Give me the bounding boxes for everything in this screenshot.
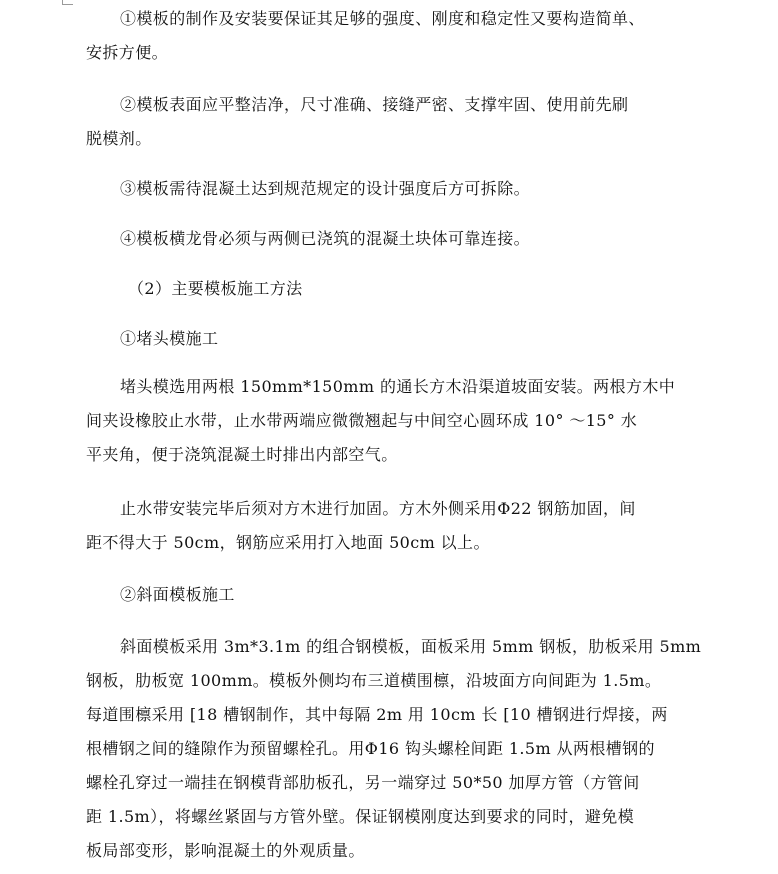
paragraph-requirement-2 [0, 88, 778, 156]
text-line: 脱模剂。 [86, 129, 152, 148]
section-heading [0, 272, 778, 306]
text-line: 螺栓孔穿过一端挂在钢模背部肋板孔，另一端穿过 50*50 加厚方管（方管间 [86, 773, 640, 792]
text-line: ③模板需待混凝土达到规范规定的设计强度后方可拆除。 [120, 179, 531, 198]
paragraph-slope-form [0, 630, 778, 868]
paragraph-requirement-1 [0, 2, 778, 70]
subheading-text: ①堵头模施工 [120, 329, 219, 348]
subheading-end-form [0, 322, 778, 356]
text-line: 板局部变形，影响混凝土的外观质量。 [86, 841, 365, 860]
heading-text: （2）主要模板施工方法 [128, 279, 303, 298]
paragraph-requirement-3 [0, 172, 778, 206]
text-line: 每道围檩采用 [18 槽钢制作，其中每隔 2m 用 10cm 长 [10 槽钢进行焊接，两 [86, 705, 668, 724]
text-line: 平夹角，便于浇筑混凝土时排出内部空气。 [86, 445, 398, 464]
subheading-text: ②斜面模板施工 [120, 585, 235, 604]
subheading-slope-form [0, 578, 778, 612]
text-line: ④模板横龙骨必须与两侧已浇筑的混凝土块体可靠连接。 [120, 229, 531, 248]
text-line: 根槽钢之间的缝隙作为预留螺栓孔。用Φ16 钩头螺栓间距 1.5m 从两根槽钢的 [86, 739, 655, 758]
text-line: 距不得大于 50cm，钢筋应采用打入地面 50cm 以上。 [86, 533, 490, 552]
text-line: 止水带安装完毕后须对方木进行加固。方木外侧采用Φ22 钢筋加固，间 [120, 499, 636, 518]
text-line: 钢板，肋板宽 100mm。模板外侧均布三道横围檩，沿坡面方向间距为 1.5m。 [86, 671, 662, 690]
text-line: ②模板表面应平整洁净，尺寸准确、接缝严密、支撑牢固、使用前先刷 [120, 95, 629, 114]
paragraph-end-form [0, 370, 778, 472]
text-line: ①模板的制作及安装要保证其足够的强度、刚度和稳定性又要构造简单、 [120, 9, 645, 28]
text-line: 安拆方便。 [86, 43, 169, 62]
paragraph-reinforcement [0, 492, 778, 560]
paragraph-requirement-4 [0, 222, 778, 256]
text-line: 间夹设橡胶止水带，止水带两端应微微翘起与中间空心圆环成 10° ～15° 水 [86, 411, 638, 430]
text-line: 斜面模板采用 3m*3.1m 的组合钢模板，面板采用 5mm 钢板，肋板采用 5mm [120, 637, 702, 656]
text-line: 距 1.5m），将螺丝紧固与方管外壁。保证钢模刚度达到要求的同时，避免模 [86, 807, 635, 826]
text-line: 堵头模选用两根 150mm*150mm 的通长方木沿渠道坡面安装。两根方木中 [120, 377, 676, 396]
